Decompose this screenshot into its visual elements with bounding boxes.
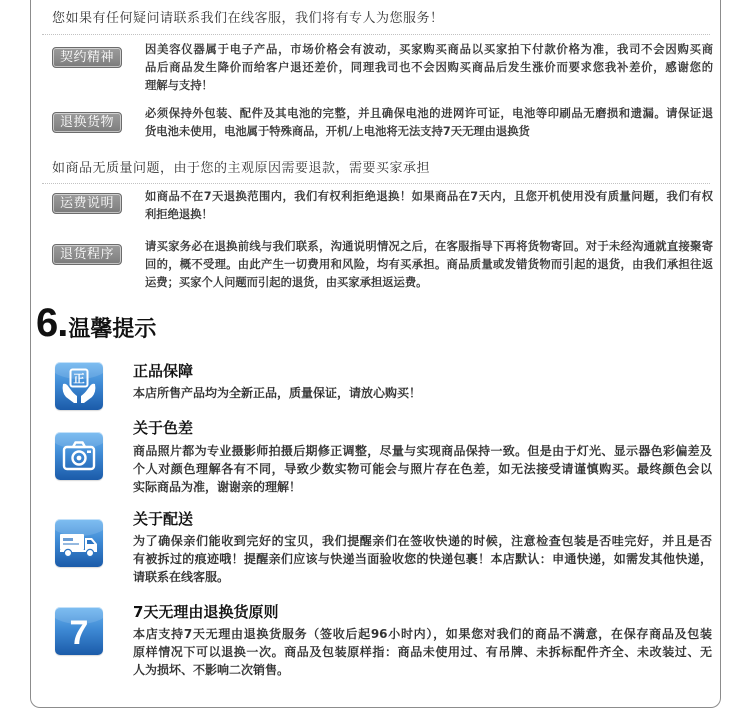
- section-title: 温馨提示: [68, 317, 157, 342]
- delivery-truck-icon: [55, 519, 103, 567]
- tip-title-seven-day-return: 7天无理由退换货原则: [133, 603, 279, 621]
- camera-graphic: [55, 432, 103, 480]
- genuine-guarantee-graphic: [55, 362, 103, 410]
- tip-text-line: 本店支持7天无理由退换货服务（签收后起96小时内），如果您对我们的商品不满意，在保存商品及包装: [133, 627, 712, 641]
- tip-text-line: 实际商品为准，谢谢亲的理解！: [133, 480, 302, 494]
- badge-return-procedure: 退货程序: [52, 244, 122, 265]
- tip-text-genuine: [133, 384, 712, 402]
- policy-text-line: 回的，概不受理。由此产生一切费用和风险，均有买承担。商品质量或发错货物而引起的退货，由我们承担往返: [145, 258, 713, 271]
- dotted-divider: [42, 183, 710, 184]
- camera-flash: [87, 451, 91, 454]
- policy-text-line: 因美容仪器属于电子产品，市场价格会有波动，买家购买商品以买家拍下付款价格为准，我司不会因购买商: [145, 43, 713, 56]
- policy-text-return-goods: [145, 105, 713, 141]
- seven-day-return-graphic: [55, 607, 103, 655]
- policy-text-line: 如商品不在7天退换范围内，我们有权利拒绝退换！如果商品在7天内，且您开机使用没有质量问题，我们有权: [145, 190, 713, 203]
- policy-text-return-procedure: [145, 238, 713, 292]
- truck-cargo-box: [60, 534, 84, 550]
- tip-text-line: 请联系在线客服。: [133, 570, 230, 584]
- delivery-truck-graphic: [55, 519, 103, 567]
- tip-text-line: 有被拆过的痕迹哦！提醒亲们应该与快递当面验收您的快递包裹！本店默认：申通快递，如需发其他快递，: [133, 552, 712, 566]
- section-number: 6.: [36, 301, 68, 345]
- policy-text-line: 品后商品发生降价而给客户退还差价，同理我司也不会因购买商品后发生涨价而要求您我补差价，感谢您的: [145, 61, 713, 74]
- tip-text-line: 人为损坏、不影响二次销售。: [133, 663, 290, 677]
- policy-text-line: 理解与支持！: [145, 79, 213, 92]
- policy-text-contract-spirit: [145, 41, 713, 95]
- policy-text-line: 利拒绝退换！: [145, 208, 213, 221]
- tip-text-line: 原样情况下可以退换一次。商品及包装原样指：商品未使用过、有吊牌、未拆标配件齐全、未改装过、无: [133, 645, 712, 659]
- badge-contract-spirit: 契约精神: [52, 47, 122, 68]
- tip-text-line: 为了确保亲们能收到完好的宝贝，我们提醒亲们在签收快递的时候，注意检查包装是否哇完好，并且是否: [133, 534, 712, 548]
- tip-text-line: 本店所售产品均为全新正品，质量保证，请放心购买！: [133, 386, 422, 400]
- dotted-divider: [42, 34, 710, 35]
- tip-title-delivery: 关于配送: [133, 510, 194, 528]
- tip-text-seven-day-return: [133, 625, 712, 679]
- seven-day-numeral: 7: [69, 614, 89, 652]
- tip-text-line: 个人对颜色理解各有不同，导致少数实物可能会与照片存在色差，如无法接受请谨慎购买。最终颜色会以: [133, 462, 712, 476]
- icon-gloss: [55, 519, 103, 536]
- truck-wheel: [64, 549, 71, 556]
- truck-wheel: [86, 549, 93, 556]
- tip-text-delivery: [133, 532, 712, 586]
- policy-text-line: 货电池未使用，电池属于特殊商品，开机/上电池将无法支持7天无理由退换货: [145, 125, 530, 138]
- tip-text-color-difference: [133, 442, 712, 496]
- genuine-guarantee-icon: [55, 362, 103, 410]
- policy-text-shipping-fee: [145, 188, 713, 224]
- tip-title-genuine: 正品保障: [133, 362, 194, 380]
- camera-icon: [55, 432, 103, 480]
- refund-note: 如商品无质量问题，由于您的主观原因需要退款，需要买家承担: [52, 161, 431, 176]
- tip-text-line: 商品照片都为专业摄影师拍摄后期修正调整，尽量与实现商品保持一致。但是由于灯光、显示器色彩偏差及: [133, 444, 712, 458]
- genuine-mark: 正: [73, 371, 85, 386]
- seven-day-return-icon: [55, 607, 103, 655]
- policy-text-line: 请买家务必在退换前线与我们联系，沟通说明情况之后，在客服指导下再将货物寄回。对于未经沟通就直接聚寄: [145, 240, 713, 253]
- truck-logo-mark: [63, 543, 79, 545]
- contact-notice: 您如果有任何疑问请联系我们在线客服，我们将有专人为您服务！: [52, 11, 444, 26]
- badge-return-goods: 退换货物: [52, 112, 122, 133]
- tip-title-color-difference: 关于色差: [133, 419, 194, 437]
- camera-lens-center: [77, 456, 82, 461]
- truck-logo-mark: [63, 538, 73, 541]
- badge-shipping-fee: 运费说明: [52, 193, 122, 214]
- policy-text-line: 运费；买家个人问题而引起的退货，由买家承担返运费。: [145, 276, 428, 289]
- policy-text-line: 必须保持外包装、配件及其电池的完整，并且确保电池的进网许可证，电池等印刷品无磨损和遗漏。请保证退: [145, 107, 713, 120]
- section-header: [36, 303, 156, 343]
